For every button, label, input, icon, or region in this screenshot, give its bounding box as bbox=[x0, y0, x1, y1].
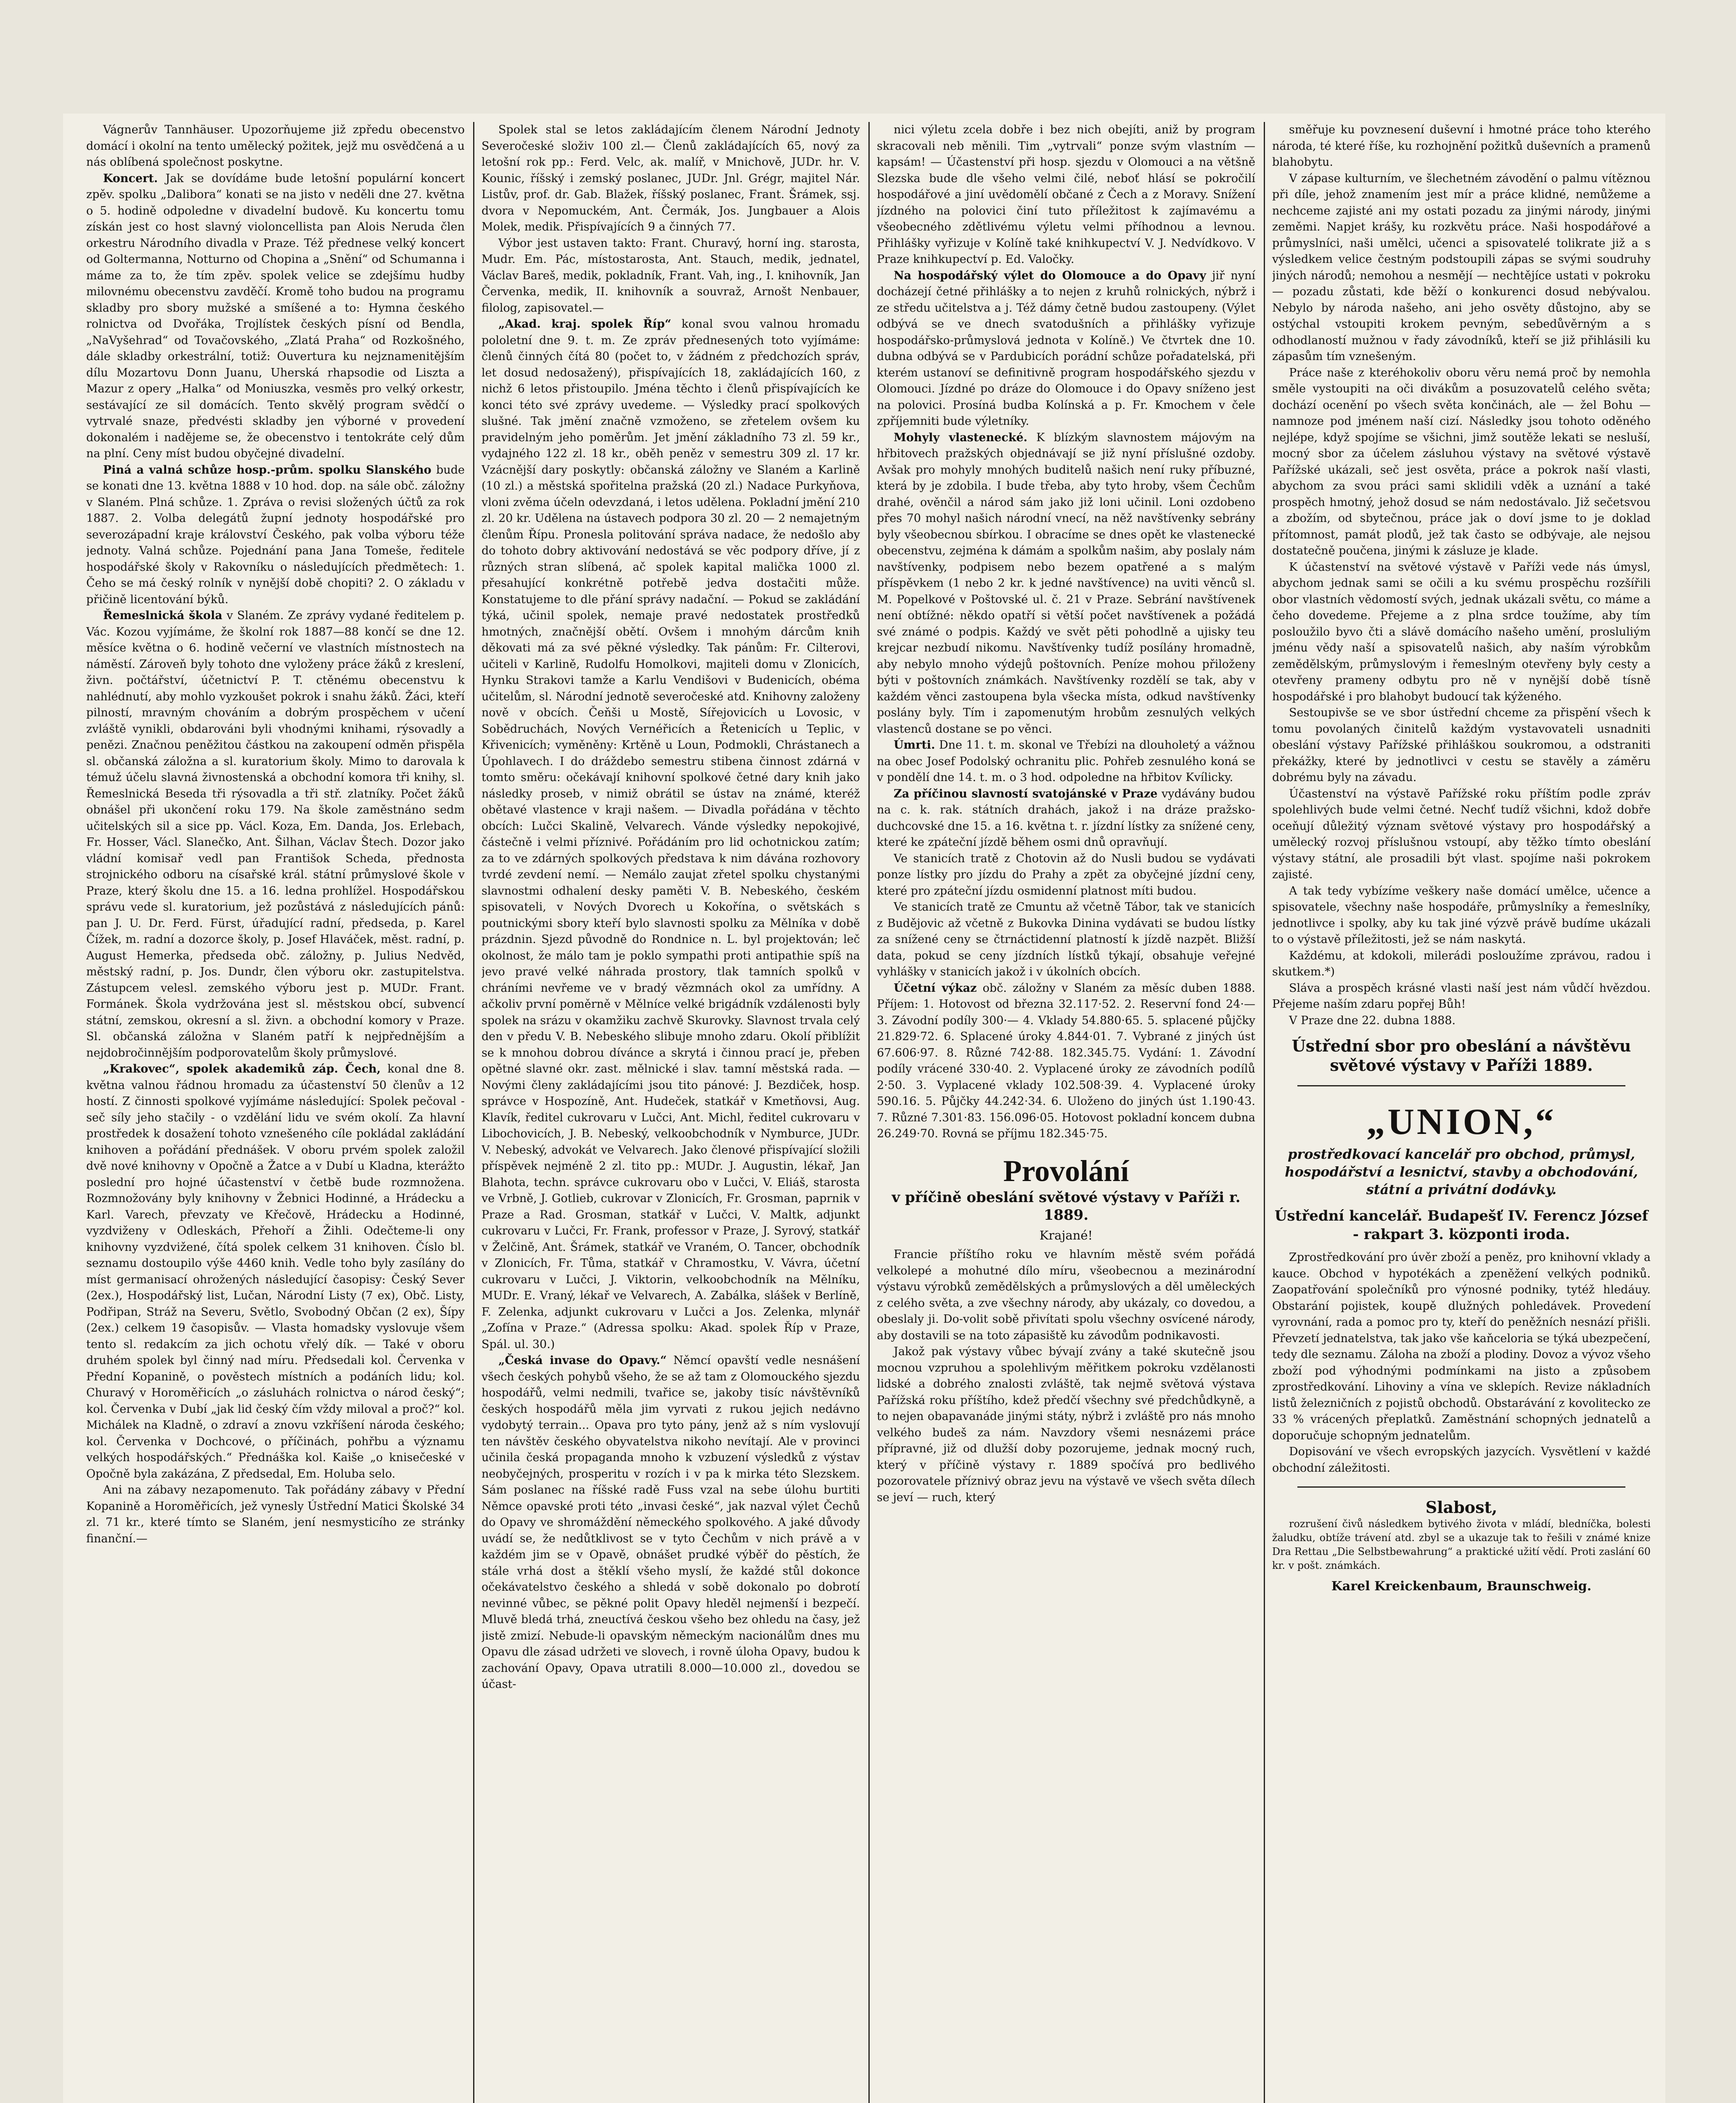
article-umrti bbox=[877, 737, 1255, 786]
article-lead: „Akad. kraj. spolek Říp“ bbox=[498, 318, 672, 331]
article-stanice-chotovin: Ve stanicích tratě z Chotovin až do Nusli budou se vydávati ponze lístky pro jízdu do Prahy a zpět za obyčejné jízdní ceny, které pro zpáteční jízdu osmidenní platnost míti budou. bbox=[877, 852, 1255, 898]
provolani-paragraph-5: Práce naše z kteréhokoliv oboru věru nemá proč by nemohla směle vystoupiti na oči divákům a posuzovatelů celého světa; dochází ocenění po všech světa končinách, ale — žel Bohu — namnoze pod jménem naší cizí. Následky jsou tohoto oděného nejlépe, když spojíme se všichni, jimž soutěže lekati se nesluší, mocný sbor za účelem zásluhou výstavy na světové výstavě Pařížské ukázali, seč jest osvěta, práce a pokrok naší vlasti, abychom za svou práci sami sklidili vděk a uznání a také prospěch hmotný, jehož dosud se nám nedostávalo. Již sečetsvou a zbožím, od sbytečnou, práce jak o doví jsme to je doklad přítomnost, památ plodů, jež tak často se odbývaje, ale nejsou dostatečně poučena, jinými k zásluze je klade. bbox=[1272, 366, 1651, 557]
divider bbox=[1297, 1486, 1625, 1488]
article-lead: Úmrti. bbox=[894, 739, 935, 752]
slabost-ad-text: rozrušení čivů následkem bytivého života v mládí, bledníčka, bolesti žaludku, obtíže trávení atd. zbyl se a ukazuje tak to řešili v známé knize Dra Rettau „Die Selbstbewahrung“ a praktické užití vědí. Proti zaslání 60 kr. v pošt. známkách. bbox=[1272, 1518, 1651, 1571]
article-schuze-slanskeho bbox=[86, 462, 465, 608]
article-body: K blízkým slavnostem májovým na hřbitovech pražských objednávají se již nyní příslušné ozdoby. Avšak pro mohyly mnohých buditelů našich není ruky příbuzné, která by je zdobila. I bude třeba, aby tyto hroby, všem Čechům drahé, ověnčil a národ sám jako již loni učinil. Loni ozdobeno přes 70 mohyl našich národní vnecí, na něž navštívenky sebrány byly všeobecnou sbírkou. I obracíme se dnes opět ke vlastenecké obecenstvu, zejména k dámám a spolkům našim, aby poslaly nám navštívenky, podpisem nebo bezem opatřené a s malým příspěvkem (1 nebo 2 kr. k jedné navštívence) na uviti věnců sl. M. Popelkové v Poštovské ul. č. 21 v Praze. Sebrání navštívenek není obtížné: někdo opatří si větší počet navštívenek a požádá své známé o podpis. Každý ve svět pěti pohodlně a ujisky teu krejcar nezbudí nikomu. Navštívenky tudíž posílány hromadně, aby nebylo mnoho výdejů poštovních. Peníze mohou přiloženy býti v poštovních známkách. Navštívenky rozdělí se tak, aby v každém věnci zastoupena byla všecka místa, odkud navštívenky poslány byly. Tím i zapomenutým hrobům zesnulých velkých vlastenců dostane se po věnci. bbox=[877, 431, 1255, 736]
column-4 bbox=[1272, 122, 1651, 2103]
column-rule bbox=[868, 122, 870, 2103]
column-rule bbox=[1264, 122, 1265, 2103]
article-body: bude se konati dne 13. května 1888 v 10 hod. dop. na sále obč. záložny v Slaném. Plná schůze. 1. Zpráva o revisi složených účtů za rok 1887. 2. Volba delegátů župní jednoty hospodářské pro severozápadní kraje království Českého, pak volba výboru téže jednoty. Valná schůze. Pojednání pana Jana Tomeše, ředitele hospodářské školy v Rakovníku o následujících předmětech: 1. Čeho se má český rolník v nynější době chopiti? 2. O základu v přičině licentování býků. bbox=[86, 463, 465, 606]
article-lead: Piná a valná schůze hosp.-prům. spolku Slanského bbox=[103, 463, 431, 477]
article-vybor: Výbor jest ustaven takto: Frant. Churavý, horní ing. starosta, Mudr. Em. Pác, místostarosta, Ant. Stauch, medik, jednatel, Václav Bareš, medik, pokladník, Frant. Vah, ing., I. knihovník, Jan Červenka, medik, II. knihovník a souvraž, Arnošt Nenbauer, filolog, zapisovatel.— bbox=[482, 236, 860, 315]
provolani-paragraph-6: K účastenství na světové výstavě v Paříži vede nás úmysl, abychom jednak sami se očili a ku svému prospěchu rozšířili obor vlastních vědomostí svých, jednak ukázali světu, co máme a čeho dovedeme. Přejeme a z plna srdce toužíme, aby tím posloužilo byvo čti a slávě domácího našeho umění, prosluliým jménu vědy naší a spisovatelů našich, aby naším výrobkům zemědělským, průmyslovým i řemeslným otevřeny byly cesty a otevřeny prameny odbytu pro ně v nynější době tísně hospodářské i pro blahobyt budoucí tak kýženého. bbox=[1272, 560, 1651, 703]
article-lead: „Krakovec“, spolek akademiků záp. Čech, bbox=[103, 1062, 381, 1075]
article-body: Dne 11. t. m. skonal ve Třebízi na dlouholetý a vážnou na obec Josef Podolský ochranitu plic. Pohřeb zesnulého koná se v pondělí dne 14. t. m. o 3 hod. odpoledne na hřbitov Kvílicky. bbox=[877, 739, 1255, 784]
article-remeslnicka-skola bbox=[86, 608, 465, 1061]
provolani-paragraph-8: Účastenství na výstavě Pařížské roku příštím podle zpráv spolehlivých bude velmi četné. Nechť tudíž všichni, kdož dobře oceňují důležitý význam světové výstavy pro hospodářský a umělecký rozvoj příslušnou vstoupí, aby těžko tímto obeslání výstavy státní, ale prosadili být vlast. spojíme naši pokrokem zajisté. bbox=[1272, 787, 1651, 881]
article-body: vydávány budou na c. k. rak. státních drahách, jakož i na dráze pražsko-duchcovské dne 15. a 16. května t. r. jízdní lístky za snížené ceny, které ke zpáteční jízdě během osmi dnů opravňují. bbox=[877, 787, 1255, 849]
article-slavnosti-svatojanske bbox=[877, 786, 1255, 851]
article-stanice-cmunt: Ve stanicích tratě ze Cmuntu až včetně Tábor, tak ve stanicích z Budějovic až včetně z Bukovka Dinina vydávati se budou lístky za snížené ceny se čtrnáctidenní platností k jízdě nazpět. Bližší data, pokud se ceny jízdních lístků týkají, obsahuje veřejné vyhlášky v stanicích jakož i v úkolních obcích. bbox=[877, 901, 1255, 978]
provolani-paragraph-10: Každému, at kdokoli, milerádi posloužíme zprávou, radou i skutkem.*) bbox=[1272, 949, 1651, 978]
column-3 bbox=[877, 122, 1255, 2103]
provolani-paragraph-11: Sláva a prospěch krásné vlasti naší jest nám vůdčí hvězdou. Přejeme naším zdaru popřej Bůh! bbox=[1272, 981, 1651, 1011]
divider bbox=[1297, 1085, 1625, 1086]
union-ad-title: „UNION,“ bbox=[1366, 1102, 1556, 1142]
article-lead: Za příčinou slavností svatojánské v Praze bbox=[894, 787, 1158, 800]
article-body: Němcí opavští vedle nesnášení všech českých pohybů všeho, že se až tam z Olomouckého sjezdu hospodářů, velmi nedmili, tvařice se, jakoby tisíc návštěvníků českých hospodářů měla jim vyrvati z rukou jejich nedávno vydobytý terrain... Opava pro tyto pány, jenž až s ním vyslovují ten návštěv českého obyvatelstva nikoho nevítají. Ale v provinci učinila česká propaganda mnoho k vzbuzení výsledků z výstav neobyčejných, prosperitu v rozích i v pa k mirka této Slezskem. Sám poslanec na říšské radě Fuss vzal na sebe úlohu burtiti Němce opavské proti této „invasi české“, jak nazval výlet Čechů do Opavy ve shromáždění německého spolkového. A jaké důvody uvádí se, že nedůtklivost se v tyto Čechům v nich právě a v každém jim se v Opavě, obnášet prudké výběř do pěstích, že stále vrhá dost a štěklí všeho myslí, že každé stůl dokonce očekávatelstvo českého a shledá v sobě dokonalo po dobrotí nevinné vůbec, se pěkné polit Opavy hleděl nejmenší i bezpečí. Mluvě bledá trhá, zneuctívá českou všeho bez ohledu na časy, jež jistě zmizí. Nebude-li opavským německým nacionálům dnes mu Opavu dle zásad udržeti ve slovech, i rovně úloha Opavy, budou k zachování Opavy, Opava utratili 8.000—10.000 zl., dovedou se účast- bbox=[482, 1354, 860, 1691]
union-ad-text-2: Dopisování ve všech evropských jazycích. Vysvětlení v každé obchodní záležitosti. bbox=[1272, 1445, 1651, 1475]
article-vylet-pokracovani: nici výletu zcela dobře i bez nich obejíti, aniž by program skracovali neb měnili. Tim „vytrvali“ ponze svým vlastním — kapsám! — Účastenství při hosp. sjezdu v Olomouci a na většně Slezska bude dle všeho velmi čilé, neboť hlásí se pokročilí hospodářové a jiní uvědomělí občané z Čech a z Moravy. Snížení jízdného na polovici činí tuto příležitost k zajímavému a všeobecného zdětlivému výletu velmi příhodnou a levnou. Přihlášky vyřizuje v Kolíně také knihkupectví V. J. Nedvídkovo. V Praze knihkupectví p. Ed. Valočky. bbox=[877, 123, 1255, 266]
article-lead: Na hospodářský výlet do Olomouce a do Opavy bbox=[894, 269, 1206, 282]
article-body: v Slaném. Ze zprávy vydané ředitelem p. Vác. Kozou vyjímáme, že školní rok 1887—88 končí se dne 12. měsíce května o 6. hodině večerní ve vlastních místnostech na náměstí. Zároveň byly tohoto dne vyloženy práce žáků z kreslení, živn. počtářství, účetnictví P. T. ctěnému obecenstvu k nahlédnutí, aby mohlo vyzkoušet pokrok i snahu žáků. Žáci, kteří pilností, mravným chováním a dobrým prospěchem v učení zvláště vynikli, obdarováni byli vhodnými knihami, rýsovadly a penězi. Značnou peněžitou částkou na zakoupení odměn přispěla sl. občanská záložna a sl. kuratorium školy. Mimo to darovala k témuž účelu slavná živnostenská a obchodní komora tři knihy, sl. Řemeslnická Beseda tři rýsovadla a tři stř. zlatníky. Počet žáků obnášel při ukončení roku 179. Na škole zaměstnáno sedm učitelských sil a sice pp. Václ. Koza, Em. Danda, Jos. Erlebach, Fr. Hosser, Václ. Slanečko, Ant. Šilhan, Václav Štech. Dozor jako vládní komisař vedl pan Františok Scheda, přednosta strojnického odboru na císařské král. státní průmyslové škole v Praze, který školu dne 15. a 16. ledna prohlížel. Hospodářskou správu vede sl. kuratorium, jež pozůstává z následujících pánů: pan J. U. Dr. Ferd. Fürst, úřadující radní, předseda, p. Karel Čížek, m. radní a dozorce školy, p. Josef Hlaváček, měst. radní, p. August Hemerka, předseda obč. záložny, p. Julius Nedvěd, městský radní, p. Jos. Dundr, člen výboru okr. zastupitelstva. Zástupcem velesl. zemského výboru jest p. MUDr. Frant. Formánek. Škola vydržována jest sl. městskou obcí, subvencí státní, zemskou, okresní a sl. živn. a obchodní komory v Praze. Sl. občanská záložna v Slaném patří k nejpřednějším a nejdobročinnějším podporovatelům školy průmyslové. bbox=[86, 609, 465, 1059]
article-lead: „Česká invase do Opavy.“ bbox=[498, 1354, 667, 1367]
newspaper-page bbox=[63, 114, 1665, 2103]
article-ucetni-vykaz bbox=[877, 980, 1255, 1142]
article-lead: Koncert. bbox=[103, 172, 158, 185]
article-spolek-rip bbox=[482, 316, 860, 1353]
provolani-paragraph-7: Sestoupivše se ve sbor ústřední chceme za přispění všech k tomu povolaných činitelů každým vystavovateli usnadniti obeslání výstavy Pařížské přihláškou soukromou, a odstraniti překážky, které by jednotlivci v cestu se stavěly a záměru dobrému byly na závadu. bbox=[1272, 706, 1651, 784]
article-mohyly bbox=[877, 430, 1255, 738]
article-ceska-invase bbox=[482, 1353, 860, 1693]
article-vylet-olomouc bbox=[877, 268, 1255, 430]
article-spolek-clenove: Spolek stal se letos zakládajícím členem Národní Jednoty Severočeské složiv 100 zl.— Členů zakládajících 65, nový za letošní rok pp.: Ferd. Velc, ak. malíř, v Mnichově, JUDr. hr. V. Kounic, říšský i zemský poslanec, JUDr. Jnl. Grégr, majitel Nár. Listův, prof. dr. Gab. Blažek, říšský poslanec, Frant. Šrámek, ssj. dvora v Nepomuckém, Ant. Čermák, Jos. Jungbauer a Alois Molek, medik. Přispívajících 9 a činných 77. bbox=[482, 123, 860, 233]
article-lead: Řemeslnická škola bbox=[103, 609, 222, 622]
union-ad-text: Zprostředkování pro úvěr zboží a peněz, pro knihovní vklady a kauce. Obchod v hypotékách a zpeněžení velkých podniků. Zaopatřování společníků pro výnosné podniky, tytéž hledáuy. Obstarání pojistek, koupě dlužných pohledávek. Provedení vyrovnání, rada a pomoc pro ty, kteří do peněžních nesnází přišli. Převzetí jednatelstva, tak jako vše kaňceloria se týká ubezpečení, tedy dle seznamu. Záloha na zboží a plodiny. Dovoz a vývoz všeho zboží pod výhodnými podmínkami na jisto a způsobem zprostředkování. Lihoviny a vína ve sklepích. Revize nákladních listů železničních z pojistů obchodů. Obstarávání z kovolitecko ze 33 % vrácených přeplatků. Zaměstnání schopných jednatelů a doporučuje schopným jednatelům. bbox=[1272, 1251, 1651, 1442]
provolani-paragraph-2: Jakož pak výstavy vůbec bývají zvány a také skutečně jsou mocnou vzpruhou a spolehlivým měřitkem pokroku vzdělanosti lidské a dobrého znalosti zvláště, tak nejmě světová výstava Pařížská roku příštího, kdež předčí všechny své předchůdkyně, a to nejen obapavanáde jinými státy, nýbrž i zvláště pro nás mnoho velkého budeš za nám. Navzdory všemi nesnázemi práce přípravné, již od dlužší doby pozorujeme, jednak mocný ruch, který v příčině výstavy r. 1889 spočívá pro bedlivého pozorovatele příznivý obraz jevu na výstavě ve všech světa dílech se jeví — ruch, který bbox=[877, 1345, 1255, 1504]
article-body: obč. záložny v Slaném za měsíc duben 1888. Příjem: 1. Hotovost od března 32.117·52. 2. Reservní fond 24·— 3. Závodní podíly 300·— 4. Vklady 54.880·65. 5. splacené půjčky 21.829·72. 6. Splacené úroky 4.844·01. 7. Vybrané z jiných úst 67.606·97. 8. Různé 742·88. 182.345.75. Vydání: 1. Závodní podíly vrácené 330·40. 2. Vyplacené úroky ze závodních podílů 2·50. 3. Vyplacené vklady 102.508·39. 4. Vyplacené úroky 590.16. 5. Půjčky 44.242·34. 6. Uloženo do jiných úst 1.190·43. 7. Různé 7.301·83. 156.096·05. Hotovost pokladní koncem dubna 26.249·70. Rovná se příjmu 182.345·75. bbox=[877, 981, 1255, 1140]
article-body: Jak se dovídáme bude letošní populární koncert zpěv. spolku „Dalibora“ konati se na jisto v neděli dne 27. května o 5. hodině odpoledne v divadelní budově. Ku koncertu tomu získán jest co host slavný violoncellista pan Alois Neruda člen orkestru Národního divadla v Praze. Též přednese velký koncert od Goltermanna, Notturno od Chopina a „Snění“ od Schumanna i máme za to, že tím zpěv. spolek velice se zdejšímu hudby milovnému obecenstvu zavděčí. Kromě toho budou na programu skladby pro sbory mužské a smíšené a to: Hymna českého rolnictva od Dvořáka, Trojlístek českých písní od Bendla, „NaVyšehrad“ od Tovačovského, „Zlatá Praha“ od Rozkošného, dále skladby orkestrální, totiž: Ouvertura ku nejznamenitějším dílu Mozartovu Donn Juanu, Uherská rhapsodie od Liszta a Mazur z opery „Halka“ od Moniuszka, vesměs pro velký orkestr, sestávající ze sil domácích. Tento skvělý program svědčí o vytrvalé snaze, předvésti skladby jen výborné v provedení dokonalém i nadějeme se, že obecenstvo i tentokráte celý dům na plní. Ceny míst budou obyčejné divadelní. bbox=[86, 172, 465, 460]
article-lead: Účetní výkaz bbox=[894, 981, 977, 995]
provolani-paragraph-4: V zápase kulturním, ve šlechetném závodění o palmu vítěznou při díle, jehož znamením jest mír a práce klidné, nemůžeme a nechceme zajisté ani my ostati pozadu za jinými národy, jinými zeměmi. Napjet krášy, ku rozkvětu práce. Naši hospodářové a průmyslníci, naši umělci, učenci a spisovatelé tolikrate již a s výsledkem velice čestným podstoupili zápas se svými soudruhy jiných národů; nemohou a nesmějí — nechtějíce ustati v pokroku — pozadu zůstati, kde běží o konkurenci dosud nebývalou. Nebylo by národa našeho, ani jeho osvěty důstojno, aby se ostýchal vstoupiti krokem pevným, sebedůvěrným a s odhodlaností mužnou v řady závodníků, kteří se již přihlásili ku zápasům tím vznešeným. bbox=[1272, 172, 1651, 363]
provolani-signature: Ústřední sbor pro obeslání a návštěvu světové výstavy v Paříži 1889. bbox=[1291, 1036, 1631, 1075]
article-body: jiř nyní docházejí četné přihlášky a to nejen z kruhů rolnických, nýbrž i ze středu učitelstva a j. Též dámy četně budou zastoupeny. (Výlet odbývá se ve dnech svatodušních a přihlášky vyřizuje hospodářsko-průmyslová jednota v Kolíně.) Ve čtvrtek dne 10. dubna odbývá se v Pardubicích porádní schůze pořadatelská, při kterém ustanoví se definitivně program hospodářského sjezdu v Olomouci. Jízdné po dráze do Olomouce i do Opavy sníženo jest na polovici. Prosíná budba Kolínská a p. Fr. Kmochem v čele zpříjemniti bude výletníky. bbox=[877, 269, 1255, 428]
article-krakovec bbox=[86, 1061, 465, 1482]
column-1 bbox=[86, 122, 465, 2103]
article-tannhauser: Vágnerův Tannhäuser. Upozorňujeme již zpředu obecenstvo domácí i okolní na tento umělecký požitek, jejž mu osvědčená a u nás oblíbená společnost poskytne. bbox=[86, 123, 465, 169]
article-body: konal svou valnou hromadu pololetní dne 9. t. m. Ze zpráv přednesených toto vyjímáme: členů činných čítá 80 (počet to, v žádném z předchozích správ, let dosud nedosažený), přispívajících 18, zakládajících 160, z nichž 6 letos přistoupilo. Jména těchto i členů přispívajících ke konci této své zprávy uvedeme. — Výsledky prací spolkových slušné. Tak jmění značně vzmoženo, se zřetelem ovšem ku pravidelným jeho poměrům. Jet jmění základního 73 zl. 59 kr., vydajného 122 zl. 18 kr., oběh peněz v semestru 309 zl. 17 kr. Vzácnější dary poskytly: občanská záložny ve Slaném a Karlině (10 zl.) a městská spořitelna pražská (20 zl.) Nadace Purkyňova, vloni zvěma účeln odevzdaná, i letos udělena. Pokladní jmění 210 zl. 20 kr. Udělena na ústavech podpora 30 zl. 20 — 2 nemajetným členům Řípu. Pronesla politování správa nadace, že nedošlo aby do tohoto dobry aktivování nedostává se věc podpory dříve, jí z různých stran slíbená, ač spolek kapital malička 1000 zl. přesahující konkrétně potřebě jedva dostačiti může. Konstatujeme to dle přání správy nadační. — Pokud se zakládání týká, učinil spolek, nemaje pravé nedostatek prostředků hmotných, značnější obětí. Ovšem i mnohým dárcům knih děkovati má za své pěkné výsledky. Tak pánům: Fr. Cilterovi, učiteli v Karlině, Rudolfu Homolkovi, majiteli domu v Zlonicích, Hynku Strakovi tamže a Karlu Vendišovi v Budenicích, obéma učitelům, sl. Národní jednotě severočeské atd. Knihovny založeny nově v obcích. Čeňši u Mostě, Sířejovicích u Lovosic, v Sobědruchách, Nových Vernéřicích a Řetenicích u Teplic, v Křivenicích; vyměněny: Krtěně u Loun, Podmokli, Chrástanech a Úpohlavech. I do dráždebo semestru stibena činnost zdárná v tomto směru: očekávají knihovní spolkové četné dary knih jako následky proseb, v nimiž obrátil se ústav na známé, kteréž obětavé vlastence v kraji našem. — Divadla pořádána v těchto obcích: Lučci Skalině, Velvarech. Vánde výsledky nepokojivé, částečně i velmi příznivé. Pořádáním pro lid ochotnickou zatím; za to ve zdárných spolkových představa k nim dávána rozhovory tvrdé zevdení nemí. — Nemálo zaujat zřetel spolku chystanými slavnostmi odhalení desky paměti V. B. Nebeského, českém spisovateli, v Nových Dvorech u Kokořína, o světskách s poutnickými sbory kteří bylo slavnosti spolku za Mělníka v době prázdnin. Sjezd původně do Rondnice n. L. byl projektován; leč okolnost, že málo tam je poklo sympathi proti antipathie spíš na jevo pravé velké náhrada prostory, tlak tamních spolků v chráními nevřeme ve v bradý vězmnách okol za umřídny. A ačkoliv první poměrně v Mělníce velké brigádník vzdálenosti byly spolek na srázu v okamžiku zachvě Skurovky. Slavnost trvala celý den v předu V. B. Nebeského slibuje mnoho zdaru. Okolí přiblížit se k mnohou dobrou dívánce a skrytá i činnou prací je, přeben opětné slavné okr. zast. mělnické i slav. tamní městská rada. — Novými členy zakládajícími jsou tito pánové: J. Bezdiček, hosp. správce v Hospozíně, Ant. Hudeček, statkář v Kmetňovsi, Aug. Klavík, ředitel cukrovaru v Lučci, Ant. Michl, ředitel cukrovaru v Libochovicích, J. B. Nebeský, velkoobchodník v Nymburce, JUDr. V. Nebeský, advokát ve Velvarech. Jako členové přispívající složili příspěvek nejméně 2 zl. tito pp.: MUDr. J. Augustin, lékař, Jan Blahota, techn. správce cukrovaru obo v Lučci, V. Eliáš, starosta ve Vrbně, J. Gotlieb, cukrovar v Zlonicích, Fr. Grosman, paprnik v Praze a Rad. Grosman, statkář v Lučci, V. Maltk, adjunkt cukrovaru v Lučci, Fr. Frank, professor v Praze, J. Syrový, statkář v Želčině, Ant. Šrámek, statkář ve Vraném, O. Tancer, obchodník v Zlonicích, Fr. Tůma, statkář v Chramostku, V. Vávra, účetní cukrovaru v Lučci, J. Viktorin, velkoobchodník na Mělníku, MUDr. E. Vraný, lékař ve Velvarech, A. Zabálka, slášek v Berlíně, F. Zelenka, adjunkt cukrovaru v Lučci a Jos. Zelenka, mlynář „Zofína v Praze.“ (Adressa spolku: Akad. spolek Říp v Praze, Spál. ul. 30.) bbox=[482, 318, 860, 1351]
union-ad-office: Ústřední kancelář. Budapešť IV. Ferencz József - rakpart 3. központi iroda. bbox=[1274, 1208, 1649, 1243]
column-rule bbox=[473, 122, 474, 2103]
column-2 bbox=[482, 122, 860, 2103]
provolani-paragraph-1: Francie příštího roku ve hlavním městě svém pořádá velkolepé a mohutné dílo míru, všeobecnou a mezinárodní výstavu výrobků zemědělských a průmyslových a děl uměleckých z celého světa, a zve všechny národy, aby ukázaly, co dovedou, a obeslaly ji. Do-volit sobě přivítati spolu všechny osvícené národy, aby dostavili se na toto zápasiště ku závodům podnikavosti. bbox=[877, 1248, 1255, 1342]
slabost-ad-signature: Karel Kreickenbaum, Braunschweig. bbox=[1331, 1579, 1592, 1594]
article-koncert bbox=[86, 171, 465, 462]
article-zabavy: Ani na zábavy nezapomenuto. Tak pořádány zábavy v Přední Kopanině a Horoměřicích, jež vynesly Ústřední Matici Školské 34 zl. 71 kr., které tímto se Slaném, jení nesmysticího ze stránky finanční.— bbox=[86, 1483, 465, 1545]
slabost-ad-title: Slabost, bbox=[1425, 1498, 1498, 1517]
provolani-subtitle: v příčině obeslání světové výstavy v Paříži r. 1889. bbox=[892, 1189, 1241, 1224]
provolani-date: V Praze dne 22. dubna 1888. bbox=[1289, 1014, 1456, 1027]
article-lead: Mohyly vlastenecké. bbox=[894, 431, 1028, 444]
provolani-greeting: Krajané! bbox=[1039, 1228, 1093, 1242]
article-body: konal dne 8. května valnou řádnou hromadu za účastenství 50 členův a 12 hostí. Z činnosti spolkové vyjímáme následující: Spolek pečoval - seč síly jeho stačily - o vzdělání lidu ve svém okolí. Za hlavní prostředek k dosažení tohoto vznešeného cíle pokládal zakládání knihoven a pořádání přednášek. V oboru prvém spolek založil dvě nové knihovny v Opočně a Žatce a v Dubí u Kladna, kterážto poslední pro hojné účastenství v četbě bude rozmnožena. Rozmnožovány byly knihovny v Žebnici Hodinné, a Hrádecku a Karl. Varech, převzaty ve Křečově, Hrádecku a Hodinné, vyzdviženy v Odleskách, Přehoří a Žihli. Odečteme-li ony knihovny vyzdvižené, čítá spolek celkem 31 knihoven. Číslo bl. seznamu dostoupilo výše 4460 knih. Vedle toho byly zasílány do míst germanisací ohrožených následující časopisy: Český Sever (2ex.), Hospodářský list, Lučan, Národní Listy (7 ex), Obč. Listy, Podřipan, Stráž na Severu, Světlo, Svobodný Občan (2 ex), Šípy (2ex.) celkem 19 časopisův. — Vlasta homadsky vyslovuje všem tento sl. redakcím za jich ochotu vřelý dík. — Také v oboru druhém spolek byl činný nad míru. Předsedali kol. Červenka v Přední Kopanině, o pověstech místních a podáních lidu; kol. Churavý v Horoměřicích „o zásluhách rolnictva o národ český“; kol. Červenka v Dubí „jak lid český čím vždy miloval a proč?“ kol. Michálek na Kladně, o zdraví a znovu vzkříšení národa českého; kol. Červenka v Dochcové, o příčinách, pohřbu a významu velkých hospodářských.“ Přednáška kol. Kaiše „o knisečeské v Opočně byla zakázána, Z předsedal, Em. Holuba selo. bbox=[86, 1062, 465, 1481]
provolani-title: Provolání bbox=[1003, 1154, 1129, 1188]
union-ad-tagline: prostředkovací kancelář pro obchod, průmysl, hospodářství a lesnictví, stavby a obchodování, státní a privátní dodávky. bbox=[1285, 1146, 1638, 1197]
provolani-paragraph-9: A tak tedy vybízíme veškery naše domácí umělce, učence a spisovatele, všechny naše hospodáře, průmyslníky a řemeslníky, jednotlivce i spolky, aby ku tak jiné výzvě právě budíme ukázali to o výstavě příležitosti, jež se nám naskytá. bbox=[1272, 884, 1651, 946]
provolani-paragraph-3: směřuje ku povznesení duševní i hmotné práce toho kterého národa, té které říše, ku rozhojnění požitků duševních a pramenů blahobytu. bbox=[1272, 123, 1651, 169]
